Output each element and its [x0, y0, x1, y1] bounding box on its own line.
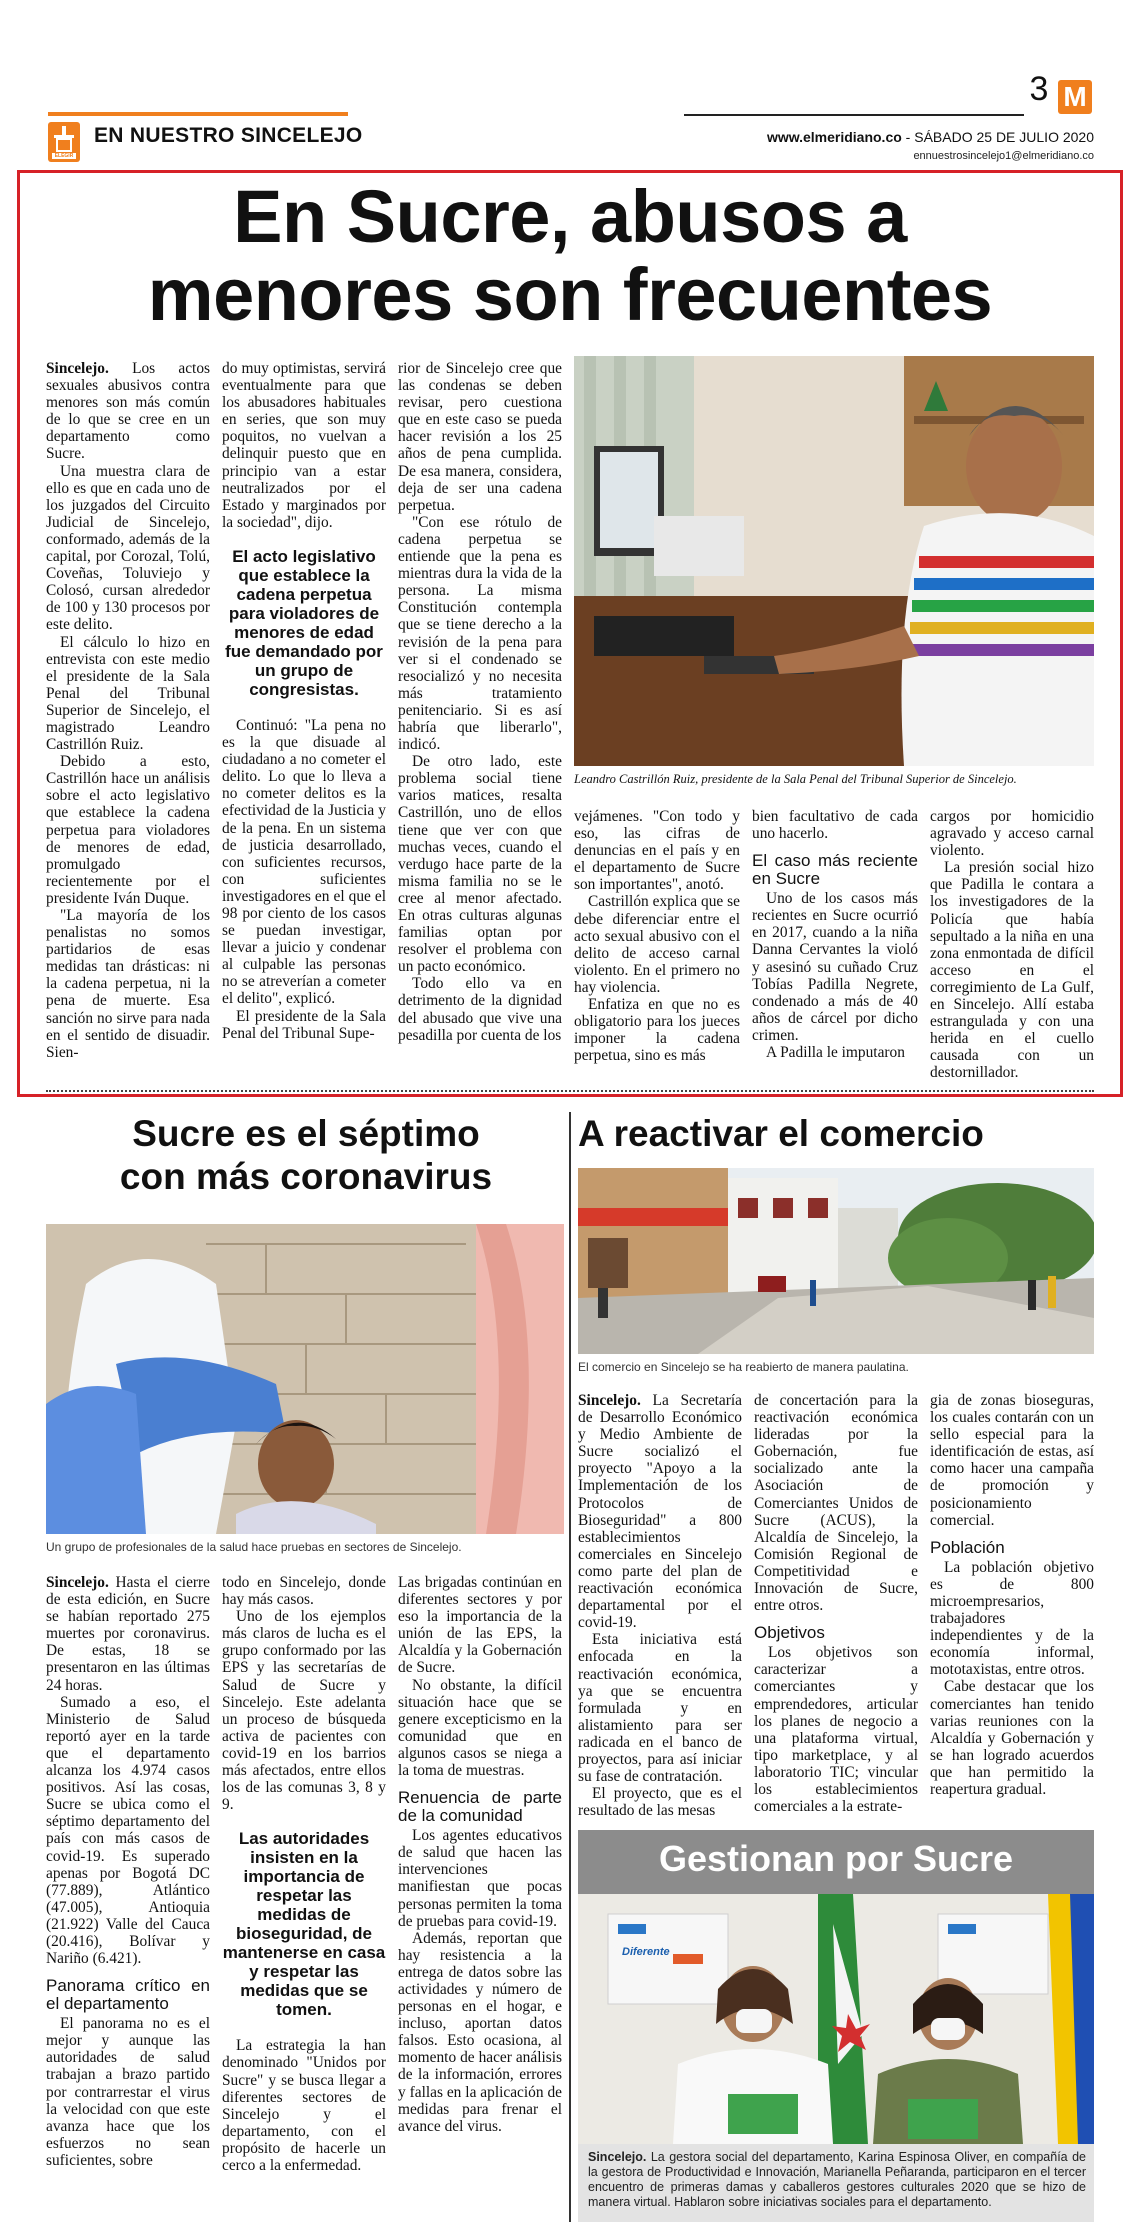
- gestionan-dateline: Sincelejo.: [588, 2150, 647, 2164]
- paragraph: El panorama no es el mejor y aunque las autoridades de salud trabajan a brazo partido por contrarrestar el virus la velocidad con que este avanza hace que los esfuerzos no sean suficientes, sobre: [46, 2015, 210, 2169]
- paragraph: rior de Sincelejo cree que las condenas se deben revisar, pero cuestiona que en este caso se pueda hacer revisión a los 25 años de pena cumplida. De esa manera, considera, deja de ser una cadena perpetua.: [398, 360, 562, 514]
- subheading: Renuencia de parte de la comunidad: [398, 1788, 562, 1826]
- paragraph: El presidente de la Sala Penal del Tribunal Supe-: [222, 1007, 386, 1042]
- subheading: Objetivos: [754, 1623, 825, 1643]
- left-headline-line1: Sucre es el séptimo: [132, 1113, 480, 1154]
- paragraph: Los objetivos son caracterizar a comerciantes y emprendedores, articular los planes de negocio a una plataforma virtual, tipo marketplace, y al laboratorio TIC; vincular los establecimientos comerciales a la estrate-: [754, 1644, 918, 1816]
- gestionan-caption: [588, 2150, 1086, 2210]
- column-divider: [569, 1112, 571, 2222]
- paragraph: Debido a esto, Castrillón hace un análisis sobre el acto legislativo que establece la cadena perpetua para violadores de menores de edad, promulgado recientemente por el presidente Iván Duque.: [46, 753, 210, 907]
- right-photo: [578, 1168, 1094, 1354]
- paragraph: Enfatiza en que no es obligatorio para los jueces imponer la cadena perpetua, sino es más: [574, 996, 740, 1065]
- paragraph: cargos por homicidio agravado y acceso carnal violento.: [930, 808, 1094, 860]
- paragraph: "Con ese rótulo de cadena perpetua se entiende que la pena es mientras dura la vida de la persona. La misma Constitución contempla que se tiene derecho a la revisión de la pena para ver si el condenado se resocializó y no necesita más tratamiento penitenciario. Si es así habría que liberarlo", indicó.: [398, 513, 562, 754]
- left-col-2: [222, 1574, 386, 2174]
- paragraph: Castrillón explica que se debe diferenciar entre el acto sexual abusivo con el delito de acceso carnal violento. En el primero no hay violencia.: [574, 893, 740, 996]
- section-header: [48, 112, 363, 164]
- main-headline-line2: menores son frecuentes: [147, 253, 993, 336]
- brand-logo-icon: [1058, 80, 1092, 114]
- paragraph: Cabe destacar que los comerciantes han tenido varias reuniones con la Alcaldía y Gobernación y se han logrado acuerdos que han permitido la reapertura gradual.: [930, 1678, 1094, 1798]
- left-photo: [46, 1224, 564, 1534]
- main-bottom-rule: [46, 1090, 1094, 1092]
- main-col-2: [222, 360, 386, 1042]
- right-col-2: [754, 1392, 918, 1815]
- paragraph: El cálculo lo hizo en entrevista con este medio el presidente de la Sala Penal del Tribunal Superior de Sincelejo, el magistrado Leandro Castrillón Ruiz.: [46, 633, 210, 754]
- paragraph: A Padilla le imputaron: [766, 1044, 905, 1062]
- gestionan-caption-text: La gestora social del departamento, Karina Espinosa Oliver, en compañía de la gestora de Productividad e Innovación, Marianella Peñaranda, participaron en el tercer encuentro de primeras damas y caballeros gestores culturales 2020 que se hizo de manera virtual. Hablaron sobre iniciativas sociales para el departamento.: [588, 2150, 1086, 2209]
- site-url[interactable]: www.elmeridiano.co: [766, 129, 902, 145]
- left-dateline: Sincelejo.: [46, 1574, 109, 1591]
- dateline: [767, 129, 1094, 145]
- paragraph: do muy optimistas, servirá eventualmente para que los abusadores habituales en series, que son muy poquitos, no vuelvan a delinquir puesto que en principio van a estar neutralizados por el Estado y marginados por la sociedad", dijo.: [222, 360, 386, 531]
- paragraph: El proyecto, que es el resultado de las mesas: [578, 1785, 742, 1820]
- right-dateline: Sincelejo.: [578, 1392, 641, 1409]
- gestionan-title: Gestionan por Sucre: [658, 1838, 1014, 1879]
- subheading: Panorama crítico en el departamento: [46, 1976, 210, 2014]
- right-photo-caption: El comercio en Sincelejo se ha reabierto de manera paulatina.: [578, 1360, 909, 1374]
- paragraph: Una muestra clara de ello es que en cada uno de los juzgados del Circuito Judicial de Sincelejo, conformado, además de la capital, por Corozal, Tolú, Coveñas, Toluviejo y Colosó, cursan alrededor de 100 y 130 procesos por este delito.: [46, 462, 210, 634]
- main-photo: [574, 356, 1094, 766]
- paragraph: Esta iniciativa está enfocada en la reactivación económica, ya que se encuentra formulada y en alistamiento para ser radicada en el banco de proyectos, para así iniciar su fase de contratación.: [578, 1631, 742, 1786]
- page-number: 3: [1029, 70, 1049, 108]
- main-col-6: [930, 808, 1094, 1082]
- section-logo-icon: [48, 122, 80, 162]
- paragraph: Hasta el cierre de esta edición, en Sucre se habían reportado 275 muertes por coronavirus. De estas, 18 se presentaron en las últimas 24 horas.: [46, 1574, 210, 1694]
- paragraph: gia de zonas bioseguras, los cuales contarán con un sello especial para la identificación de estas, así como hacer una campaña de promoción y posicionamiento comercial.: [930, 1392, 1094, 1529]
- right-col-3: [930, 1392, 1094, 1798]
- paragraph: Todo ello va en detrimento de la dignidad del abusado que vive una pesadilla por cuenta de los: [398, 975, 562, 1044]
- paragraph: La Secretaría de Desarrollo Económico y Medio Ambiente de Sucre socializó el proyecto "Apoyo a la Implementación de los Protocolos de Bioseguridad" a 800 establecimientos comerciales en Sincelejo como parte del plan de reactivación económica departamental por el covid-19.: [578, 1392, 742, 1632]
- main-col-1: [46, 360, 210, 1061]
- section-logo-caption: ELEGIR: [54, 153, 74, 159]
- left-headline: [46, 1112, 566, 1198]
- paragraph: Las brigadas continúan en diferentes sectores y por eso la importancia de la unión de las EPS, la Alcaldía y la Gobernación de Sucre.: [398, 1574, 562, 1677]
- paragraph: vejámenes. "Con todo y eso, las cifras de denuncias en el país y en el departamento de Sucre son importantes", anotó.: [574, 808, 740, 894]
- paragraph: La presión social hizo que Padilla le contara a los investigadores de la Policía que había sepultado a la niña en una zona enmontada de difícil acceso en el corregimiento de La Gulf, en Sincelejo. Allí estaba estrangulada y con una herida en el cuello causada con un destornillador.: [930, 859, 1094, 1082]
- paragraph: Uno de los casos más recientes en Sucre ocurrió en 2017, cuando a la niña Danna Cervantes la violó y asesinó su cuñado Cruz Tobías Padilla Negrete, condenado a más de 40 años de cárcel por dicho crimen.: [752, 890, 918, 1044]
- main-headline: [30, 175, 1110, 336]
- masthead-rule: [684, 114, 1024, 116]
- paragraph: De otro lado, este problema social tiene varios matices, resalta Castrillón, uno de ellos tiene que ver con que muchas veces, cuando el verdugo hace parte de la misma familia no se le cree al menor afectado. En otras culturas algunas familias optan por resolver el problema con un pacto económico.: [398, 753, 562, 976]
- left-pull-quote: Las autoridades insisten en la importancia de respetar las medidas de bioseguridad, de mantenerse en casa y respetar las medidas que se tomen.: [222, 1829, 386, 2020]
- gestionan-photo: [578, 1894, 1094, 2144]
- gestionan-banner-text: Diferente: [622, 1946, 670, 1958]
- section-title: EN NUESTRO SINCELEJO: [94, 124, 363, 147]
- left-col-1: [46, 1574, 210, 2169]
- paragraph: Además, reportan que hay resistencia a la entrega de datos sobre las actividades y número de personas en el hogar, e incluso, aportan datos falsos. Esto ocasiona, al momento de hacer análisis de la información, errores y fallas en la aplicación de medidas para frenar el avance del virus.: [398, 1929, 562, 2135]
- contact-email[interactable]: ennuestrosincelejo1@elmeridiano.co: [913, 150, 1094, 162]
- paragraph: bien facultativo de cada uno hacerlo.: [752, 808, 918, 843]
- main-pull-quote: El acto legislativo que establece la cadena perpetua para violadores de menores de edad fue demandado por un grupo de congresistas.: [225, 546, 383, 699]
- right-headline: A reactivar el comercio: [578, 1113, 984, 1154]
- subheading: Población: [930, 1537, 1005, 1557]
- paragraph: La población objetivo es de 800 microempresarios, trabajadores independientes y de la economía informal, mototaxistas, entre otros.: [930, 1558, 1094, 1679]
- paragraph: La estrategia la han denominado "Unidos por Sucre" y se busca llegar a diferentes sectores de Sincelejo y el departamento, con el propósito de hacerle un cerco a la enfermedad.: [222, 2037, 386, 2174]
- left-col-3: [398, 1574, 562, 2135]
- main-photo-caption: Leandro Castrillón Ruiz, presidente de la Sala Penal del Tribunal Superior de Sincelejo.: [574, 772, 1017, 786]
- paragraph: todo en Sincelejo, donde hay más casos.: [222, 1574, 386, 1609]
- main-col-4: [574, 808, 740, 1064]
- issue-date: - SÁBADO 25 DE JULIO 2020: [901, 129, 1094, 145]
- paragraph: Uno de los ejemplos más claros de lucha es el grupo conformado por las EPS y las secretarías de Salud de Sucre y Sincelejo. Este adelanta un proceso de búsqueda activa de pacientes con covid-19 en los barrios más afectados, entre ellos los de las comunas 3, 8 y 9.: [222, 1608, 386, 1814]
- left-headline-line2: con más coronavirus: [119, 1156, 493, 1197]
- gestionan-box: [578, 1830, 1094, 2222]
- main-col-5: [752, 808, 918, 1061]
- paragraph: Continuó: "La pena no es la que disuade al ciudadano a no cometer el delito. Lo que lo lleva a no cometer delitos es la efectividad de la Justicia y de la pena. En un sistema de justicia desarrollado, con suficientes recursos, con suficientes investigadores en el que el 98 por ciento de los casos se puedan investigar, llevar a juicio y condenar al culpable las personas no se atreverían a cometer el delito", explicó.: [222, 716, 386, 1008]
- paragraph: Sumado a eso, el Ministerio de Salud reportó ayer en la tarde que el departamento alcanza los 4.974 casos positivos. Así las cosas, Sucre se ubica como el séptimo departamento del país con más casos de covid-19. Es superado apenas por Bogotá DC (77.889), Atlántico (47.005), Antioquia (21.922) Valle del Cauca (20.416), Bolívar y Nariño (6.421).: [46, 1693, 210, 1968]
- main-dateline: Sincelejo.: [46, 360, 109, 377]
- left-photo-caption: Un grupo de profesionales de la salud hace pruebas en sectores de Sincelejo.: [46, 1540, 462, 1554]
- main-col-3: [398, 360, 562, 1044]
- paragraph: No obstante, la difícil situación hace que se genere excepticismo en la comunidad que en algunos casos se niega a la toma de muestras.: [398, 1676, 562, 1780]
- paragraph: Los agentes educativos de salud que hacen las intervenciones manifiestan que pocas personas permiten la toma de pruebas para covid-19.: [398, 1827, 562, 1930]
- paragraph: de concertación para la reactivación económica lideradas por la Gobernación, fue socializado ante la Asociación de Comerciantes Unidos de Sucre (ACUS), la Alcaldía de Sincelejo, la Comisión Regional de Competitividad e Innovación de Sucre, entre otros.: [754, 1392, 918, 1615]
- paragraph: "La mayoría de los penalistas no somos partidarios de esas medidas tan drásticas: ni la cadena perpetua, ni la pena de muerte. Esa sanción no sirve para nada en el sentido de disuadir. Sien-: [46, 907, 210, 1061]
- main-headline-line1: En Sucre, abusos a: [233, 175, 907, 258]
- masthead-right: [684, 72, 1094, 168]
- section-top-rule: [48, 112, 348, 116]
- right-col-1: [578, 1392, 742, 1819]
- brand-letter: M: [1063, 81, 1087, 112]
- subheading: El caso más reciente en Sucre: [752, 851, 918, 889]
- paragraph: Los actos sexuales abusivos contra menores son más común de lo que se cree en un departamento como Sucre.: [46, 360, 210, 463]
